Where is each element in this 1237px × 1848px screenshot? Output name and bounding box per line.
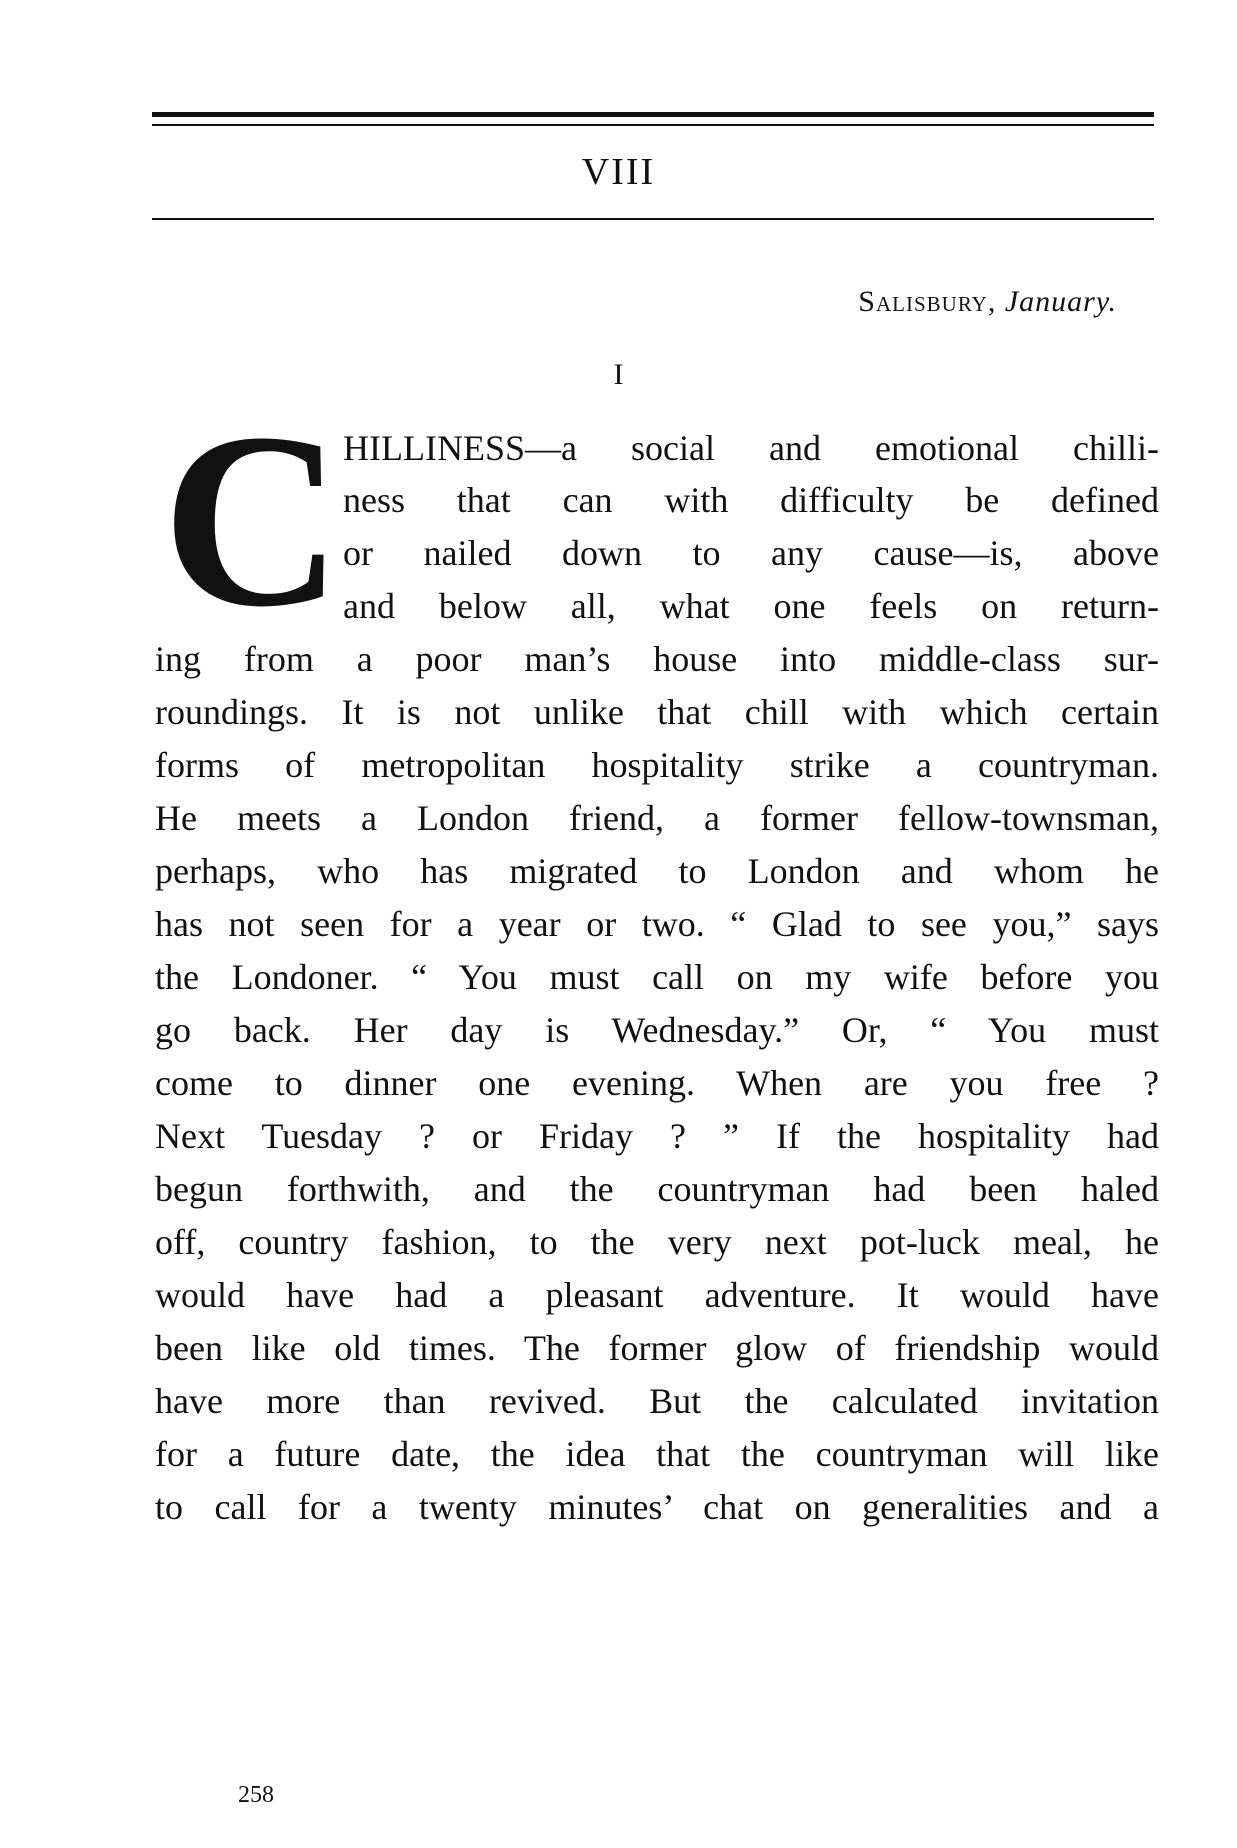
text-line: been like old times. The former glow of friendship would — [155, 1328, 1159, 1368]
text-line: He meets a London friend, a former fellow-townsman, — [155, 798, 1159, 838]
dateline-month: January. — [1004, 285, 1117, 318]
dateline — [858, 285, 1117, 319]
text-line: to call for a twenty minutes’ chat on generalities and a — [155, 1487, 1159, 1527]
text-line: forms of metropolitan hospitality strike a countryman. — [155, 745, 1159, 785]
text-line: ness that can with difficulty be defined — [343, 480, 1159, 520]
text-line: ing from a poor man’s house into middle-class sur- — [155, 639, 1159, 679]
text-line: has not seen for a year or two. “ Glad to see you,” says — [155, 904, 1159, 944]
text-line: for a future date, the idea that the countryman will like — [155, 1434, 1159, 1474]
page-number: 258 — [238, 1782, 274, 1808]
text-line: perhaps, who has migrated to London and whom he — [155, 851, 1159, 891]
text-line: roundings. It is not unlike that chill with which certain — [155, 692, 1159, 732]
text-line: begun forthwith, and the countryman had been haled — [155, 1169, 1159, 1209]
section-number: I — [613, 358, 624, 391]
text-line: and below all, what one feels on return- — [343, 586, 1159, 626]
text-line: HILLINESS—a social and emotional chilli- — [343, 428, 1159, 468]
text-line: Next Tuesday ? or Friday ? ” If the hospitality had — [155, 1116, 1159, 1156]
drop-cap: C — [162, 382, 343, 659]
text-line: off, country fashion, to the very next pot-luck meal, he — [155, 1222, 1159, 1262]
text-line: or nailed down to any cause—is, above — [343, 533, 1159, 573]
chapter-number: VIII — [581, 151, 656, 193]
header-rule-thick — [152, 112, 1154, 117]
text-line: come to dinner one evening. When are you free ? — [155, 1063, 1159, 1103]
text-line: have more than revived. But the calculated invitation — [155, 1381, 1159, 1421]
text-line: the Londoner. “ You must call on my wife before you — [155, 957, 1159, 997]
text-line: would have had a pleasant adventure. It would have — [155, 1275, 1159, 1315]
text-line: go back. Her day is Wednesday.” Or, “ You must — [155, 1010, 1159, 1050]
header-rule-thin — [152, 124, 1154, 126]
chapter-rule-bottom — [152, 218, 1154, 220]
dateline-place: Salisbury, — [858, 285, 997, 318]
